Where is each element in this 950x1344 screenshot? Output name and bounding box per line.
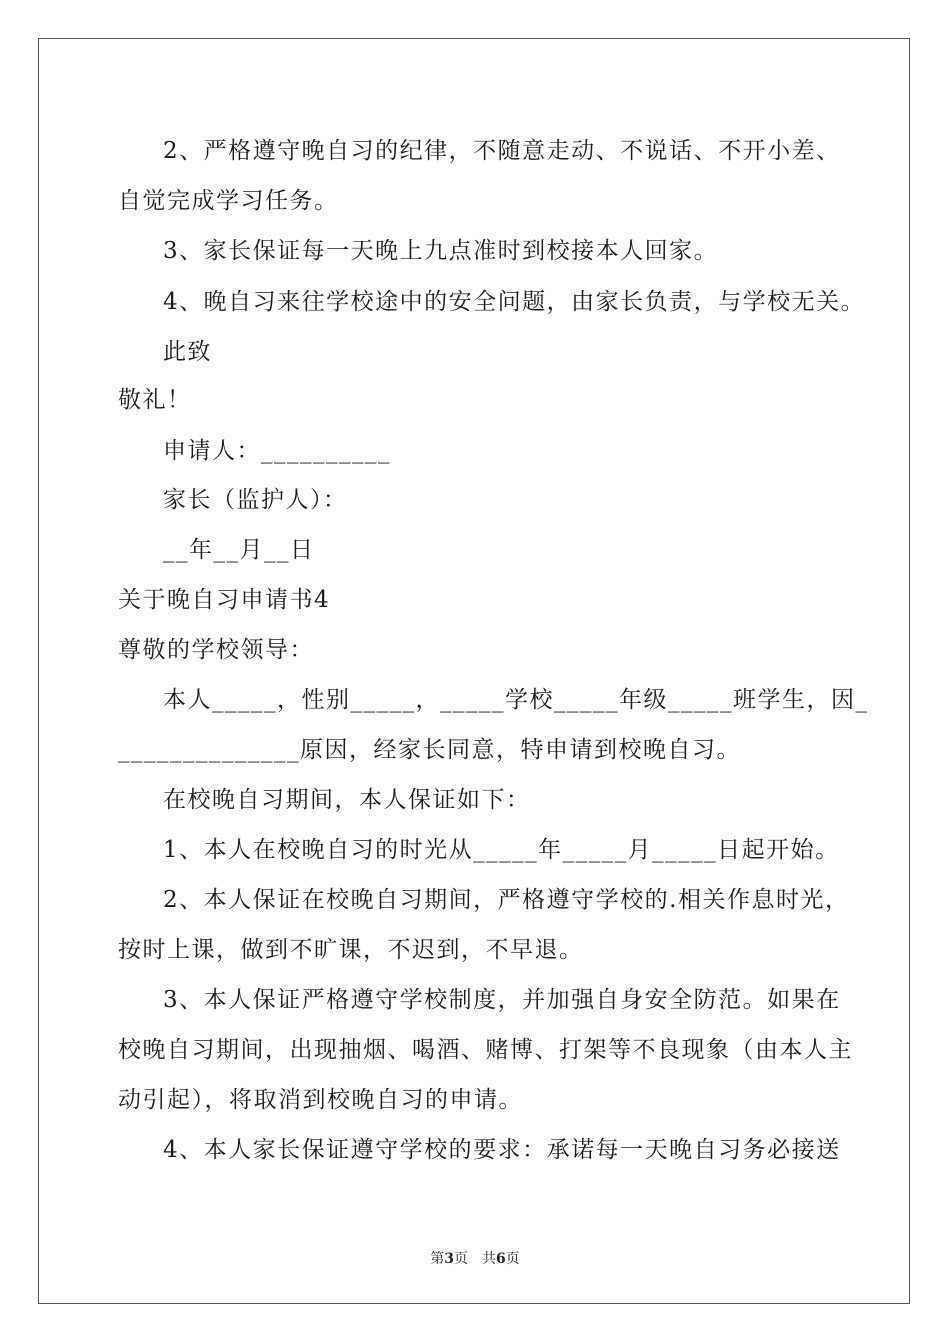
page-suffix: 页 [505, 1251, 520, 1267]
section-heading: 关于晚自习申请书4 [118, 587, 331, 613]
page-mid: 页 共 [454, 1251, 496, 1267]
text-line: 1、本人在校晚自习的时光从_____年_____月_____日起开始。 [163, 837, 840, 863]
text-line: 校晚自习期间，出现抽烟、喝酒、赌博、打架等不良现象（由本人主 [118, 1037, 853, 1063]
text-line: 3、本人保证严格遵守学校制度，并加强自身安全防范。如果在 [163, 987, 841, 1013]
text-line: 2、严格遵守晚自习的纪律，不随意走动、不说话、不开小差、 [163, 138, 841, 164]
page-footer [0, 1248, 950, 1268]
text-line: 3、家长保证每一天晚上九点准时到校接本人回家。 [163, 238, 719, 264]
text-line: 此致 [163, 339, 212, 365]
text-line: 自觉完成学习任务。 [118, 188, 339, 214]
page-current: 3 [444, 1251, 454, 1267]
text-line: 申请人：__________ [163, 438, 391, 464]
page-total: 6 [496, 1251, 506, 1267]
salutation: 尊敬的学校领导： [118, 637, 314, 663]
text-line: 2、本人保证在校晚自习期间，严格遵守学校的.相关作息时光， [163, 887, 850, 913]
text-line: 4、晚自习来往学校途中的安全问题，由家长负责，与学校无关。 [163, 289, 866, 315]
text-line: __年__月__日 [163, 537, 315, 563]
text-line: 家长（监护人）： [163, 487, 348, 513]
text-line: 敬礼！ [118, 387, 192, 413]
text-line: 4、本人家长保证遵守学校的要求：承诺每一天晚自习务必接送 [163, 1137, 841, 1163]
text-line: 按时上课，做到不旷课，不迟到，不早退。 [118, 937, 584, 963]
text-line: 本人_____，性别_____，_____学校_____年级_____班学生，因_ [163, 687, 869, 713]
text-line: ______________原因，经家长同意，特申请到校晚自习。 [118, 737, 741, 763]
text-line: 在校晚自习期间，本人保证如下： [163, 787, 531, 813]
text-line: 动引起），将取消到校晚自习的申请。 [118, 1087, 523, 1113]
page-prefix: 第 [430, 1251, 445, 1267]
